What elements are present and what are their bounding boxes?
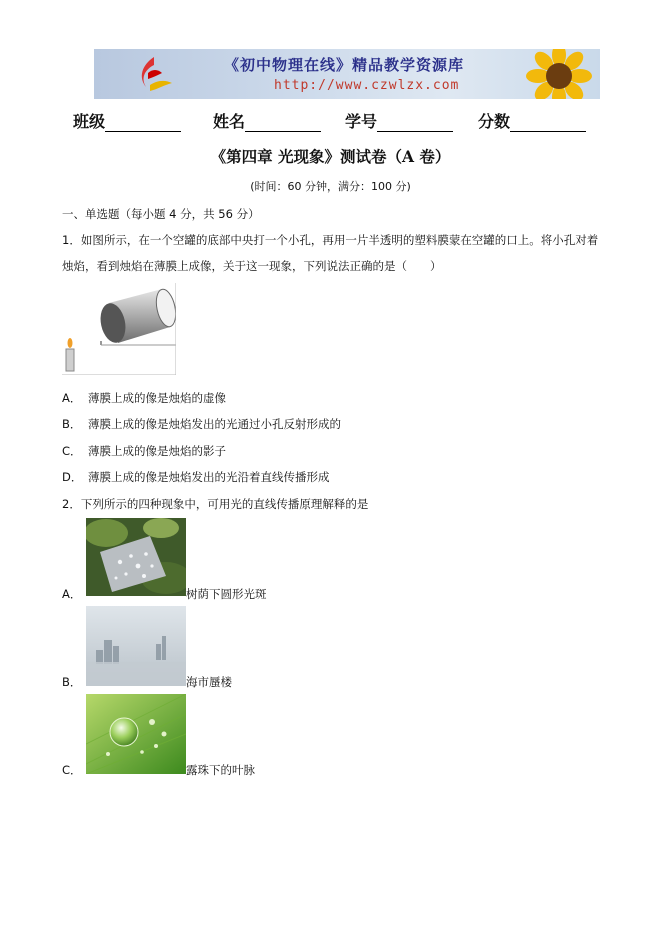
- section-heading: 一、单选题（每小题 4 分，共 56 分）: [62, 207, 260, 221]
- option-label: C．: [62, 444, 82, 458]
- q1-option-d[interactable]: [62, 469, 330, 485]
- class-label: 班级: [73, 112, 106, 131]
- q1-option-a[interactable]: [62, 390, 226, 406]
- q2-stem: 2．下列所示的四种现象中，可用光的直线传播原理解释的是: [62, 497, 369, 511]
- tree-shade-light-spots-image: [86, 518, 186, 596]
- option-text: 露珠下的叶脉: [186, 763, 255, 777]
- option-text: 树荫下圆形光斑: [186, 587, 267, 601]
- name-field: [213, 109, 321, 132]
- option-label: A．: [62, 587, 82, 601]
- option-text: 薄膜上成的像是烛焰的影子: [88, 444, 226, 458]
- number-field: [345, 109, 453, 132]
- score-label: 分数: [478, 112, 511, 131]
- class-blank[interactable]: [105, 116, 181, 132]
- sunflower-icon: [524, 49, 594, 99]
- name-blank[interactable]: [245, 116, 321, 132]
- document-title: 《第四章 光现象》测试卷（A 卷）: [210, 147, 451, 166]
- q1-option-c[interactable]: [62, 443, 226, 459]
- site-logo-icon: [132, 55, 176, 93]
- document-subtitle: (时间：60 分钟，满分：100 分): [250, 180, 411, 193]
- class-field: [73, 109, 181, 132]
- q2-option-a[interactable]: [62, 586, 267, 602]
- option-text: 薄膜上成的像是烛焰的虚像: [88, 391, 226, 405]
- q2-option-c[interactable]: [62, 762, 255, 778]
- pinhole-camera-figure: [62, 283, 176, 375]
- option-label: D．: [62, 470, 83, 484]
- banner-url: http://www.czwlzx.com: [274, 78, 460, 93]
- name-label: 姓名: [213, 112, 246, 131]
- option-label: C．: [62, 763, 82, 777]
- header-banner: [94, 49, 600, 99]
- option-label: A．: [62, 391, 82, 405]
- q1-option-b[interactable]: [62, 416, 341, 432]
- option-text: 薄膜上成的像是烛焰发出的光通过小孔反射形成的: [88, 417, 341, 431]
- option-text: 薄膜上成的像是烛焰发出的光沿着直线传播形成: [88, 470, 330, 484]
- banner-title: 《初中物理在线》精品教学资源库: [224, 56, 465, 74]
- score-blank[interactable]: [510, 116, 586, 132]
- number-blank[interactable]: [377, 116, 453, 132]
- option-label: B．: [62, 675, 82, 689]
- q1-stem-line1: 1．如图所示，在一个空罐的底部中央打一个小孔，再用一片半透明的塑料膜蒙在空罐的口上。将小孔对着: [62, 233, 599, 247]
- dewdrop-leaf-image: [86, 694, 186, 774]
- option-label: B．: [62, 417, 82, 431]
- mirage-image: [86, 606, 186, 686]
- number-label: 学号: [345, 112, 378, 131]
- q2-option-b[interactable]: [62, 674, 232, 690]
- q1-stem-line2: 烛焰，看到烛焰在薄膜上成像，关于这一现象，下列说法正确的是（ ）: [62, 259, 442, 273]
- option-text: 海市蜃楼: [186, 675, 232, 689]
- score-field: [478, 109, 586, 132]
